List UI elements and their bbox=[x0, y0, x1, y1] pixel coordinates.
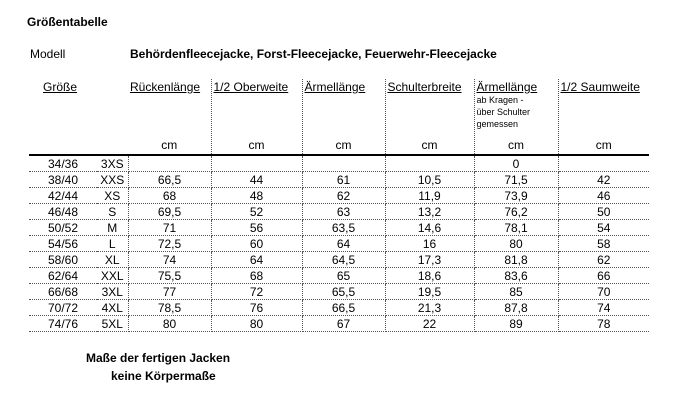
cell-size-eu: 42/44 bbox=[29, 188, 97, 204]
cell-saumweite: 74 bbox=[558, 300, 649, 316]
cell-saumweite: 58 bbox=[558, 236, 649, 252]
cell-size-eu: 62/64 bbox=[29, 268, 97, 284]
cell-schulterbreite: 17,3 bbox=[385, 252, 474, 268]
cell-size-letter: S bbox=[97, 204, 128, 220]
cell-aermellaenge-kragen: 83,6 bbox=[474, 268, 558, 284]
table-row bbox=[29, 284, 649, 300]
cell-rueckenlaenge: 69,5 bbox=[128, 204, 211, 220]
cell-rueckenlaenge: 71 bbox=[128, 220, 211, 236]
cell-size-letter: M bbox=[97, 220, 128, 236]
cell-aermellaenge: 67 bbox=[302, 316, 385, 332]
cell-oberweite: 60 bbox=[211, 236, 302, 252]
cell-size-eu: 74/76 bbox=[29, 316, 97, 332]
cell-oberweite: 64 bbox=[211, 252, 302, 268]
cell-size-eu: 58/60 bbox=[29, 252, 97, 268]
cell-schulterbreite: 16 bbox=[385, 236, 474, 252]
cell-aermellaenge bbox=[302, 155, 385, 172]
cell-oberweite: 44 bbox=[211, 172, 302, 188]
cell-rueckenlaenge: 78,5 bbox=[128, 300, 211, 316]
cell-aermellaenge-kragen: 73,9 bbox=[474, 188, 558, 204]
page-title: Größentabelle bbox=[27, 15, 108, 29]
cell-size-eu: 50/52 bbox=[29, 220, 97, 236]
table-row bbox=[29, 236, 649, 252]
size-table bbox=[29, 79, 649, 332]
cell-oberweite: 56 bbox=[211, 220, 302, 236]
cell-aermellaenge: 61 bbox=[302, 172, 385, 188]
footer-note-line1: Maße der fertigen Jacken bbox=[86, 351, 231, 365]
cell-rueckenlaenge: 80 bbox=[128, 316, 211, 332]
cell-aermellaenge-kragen: 0 bbox=[474, 155, 558, 172]
cell-size-eu: 70/72 bbox=[29, 300, 97, 316]
cell-size-letter: XS bbox=[97, 188, 128, 204]
cell-aermellaenge-kragen: 80 bbox=[474, 236, 558, 252]
cell-size-letter: 5XL bbox=[97, 316, 128, 332]
table-row bbox=[29, 204, 649, 220]
cell-size-eu: 54/56 bbox=[29, 236, 97, 252]
cell-saumweite: 66 bbox=[558, 268, 649, 284]
cell-aermellaenge-kragen: 71,5 bbox=[474, 172, 558, 188]
cell-saumweite: 62 bbox=[558, 252, 649, 268]
table-row bbox=[29, 188, 649, 204]
table-row bbox=[29, 316, 649, 332]
cell-aermellaenge-kragen: 87,8 bbox=[474, 300, 558, 316]
cell-aermellaenge: 63 bbox=[302, 204, 385, 220]
header-saumweite: 1/2 Saumweite cm bbox=[558, 79, 649, 155]
cell-aermellaenge-kragen: 81,8 bbox=[474, 252, 558, 268]
cell-size-eu: 66/68 bbox=[29, 284, 97, 300]
cell-oberweite bbox=[211, 155, 302, 172]
cell-rueckenlaenge: 68 bbox=[128, 188, 211, 204]
cell-schulterbreite: 10,5 bbox=[385, 172, 474, 188]
cell-schulterbreite: 14,6 bbox=[385, 220, 474, 236]
cell-schulterbreite: 11,9 bbox=[385, 188, 474, 204]
cell-size-eu: 38/40 bbox=[29, 172, 97, 188]
cell-schulterbreite: 13,2 bbox=[385, 204, 474, 220]
table-row bbox=[29, 252, 649, 268]
table-header-row bbox=[29, 79, 649, 155]
table-row bbox=[29, 155, 649, 172]
table-row bbox=[29, 268, 649, 284]
cell-size-eu: 46/48 bbox=[29, 204, 97, 220]
cell-aermellaenge-kragen: 85 bbox=[474, 284, 558, 300]
footer-note-line2: keine Körpermaße bbox=[111, 369, 216, 383]
cell-rueckenlaenge: 77 bbox=[128, 284, 211, 300]
header-rueckenlaenge: Rückenlänge cm bbox=[128, 79, 211, 155]
cell-aermellaenge: 63,5 bbox=[302, 220, 385, 236]
modell-value: Behördenfleecejacke, Forst-Fleecejacke, Feuerwehr-Fleecejacke bbox=[130, 47, 497, 61]
header-aermellaenge: Ärmellänge cm bbox=[302, 79, 385, 155]
cell-size-letter: XXS bbox=[97, 172, 128, 188]
cell-rueckenlaenge bbox=[128, 155, 211, 172]
cell-saumweite: 54 bbox=[558, 220, 649, 236]
cell-aermellaenge: 65 bbox=[302, 268, 385, 284]
cell-aermellaenge: 65,5 bbox=[302, 284, 385, 300]
cell-size-letter: 3XL bbox=[97, 284, 128, 300]
cell-aermellaenge: 66,5 bbox=[302, 300, 385, 316]
cell-size-letter: L bbox=[97, 236, 128, 252]
cell-schulterbreite: 21,3 bbox=[385, 300, 474, 316]
cell-oberweite: 80 bbox=[211, 316, 302, 332]
cell-rueckenlaenge: 66,5 bbox=[128, 172, 211, 188]
cell-size-eu: 34/36 bbox=[29, 155, 97, 172]
cell-aermellaenge-kragen: 76,2 bbox=[474, 204, 558, 220]
cell-oberweite: 72 bbox=[211, 284, 302, 300]
cell-aermellaenge: 64,5 bbox=[302, 252, 385, 268]
cell-size-letter: XXL bbox=[97, 268, 128, 284]
cell-oberweite: 52 bbox=[211, 204, 302, 220]
header-oberweite: 1/2 Oberweite cm bbox=[211, 79, 302, 155]
cell-size-letter: 3XS bbox=[97, 155, 128, 172]
table-row bbox=[29, 300, 649, 316]
cell-aermellaenge-kragen: 89 bbox=[474, 316, 558, 332]
cell-rueckenlaenge: 74 bbox=[128, 252, 211, 268]
cell-aermellaenge: 62 bbox=[302, 188, 385, 204]
cell-aermellaenge: 64 bbox=[302, 236, 385, 252]
table-row bbox=[29, 220, 649, 236]
cell-saumweite: 70 bbox=[558, 284, 649, 300]
cell-oberweite: 48 bbox=[211, 188, 302, 204]
header-aermellaenge-kragen: Ärmellänge ab Kragen - über Schulter gemessen cm bbox=[474, 79, 558, 155]
cell-oberweite: 76 bbox=[211, 300, 302, 316]
cell-rueckenlaenge: 75,5 bbox=[128, 268, 211, 284]
cell-saumweite: 78 bbox=[558, 316, 649, 332]
cell-schulterbreite: 19,5 bbox=[385, 284, 474, 300]
cell-saumweite: 46 bbox=[558, 188, 649, 204]
table-row bbox=[29, 172, 649, 188]
cell-saumweite: 50 bbox=[558, 204, 649, 220]
cell-saumweite bbox=[558, 155, 649, 172]
cell-rueckenlaenge: 72,5 bbox=[128, 236, 211, 252]
header-schulterbreite: Schulterbreite cm bbox=[385, 79, 474, 155]
cell-oberweite: 68 bbox=[211, 268, 302, 284]
cell-size-letter: 4XL bbox=[97, 300, 128, 316]
cell-schulterbreite: 18,6 bbox=[385, 268, 474, 284]
cell-size-letter: XL bbox=[97, 252, 128, 268]
modell-label: Modell bbox=[30, 47, 66, 61]
cell-aermellaenge-kragen: 78,1 bbox=[474, 220, 558, 236]
cell-schulterbreite bbox=[385, 155, 474, 172]
cell-saumweite: 42 bbox=[558, 172, 649, 188]
header-groesse: Größe bbox=[29, 79, 128, 155]
cell-schulterbreite: 22 bbox=[385, 316, 474, 332]
